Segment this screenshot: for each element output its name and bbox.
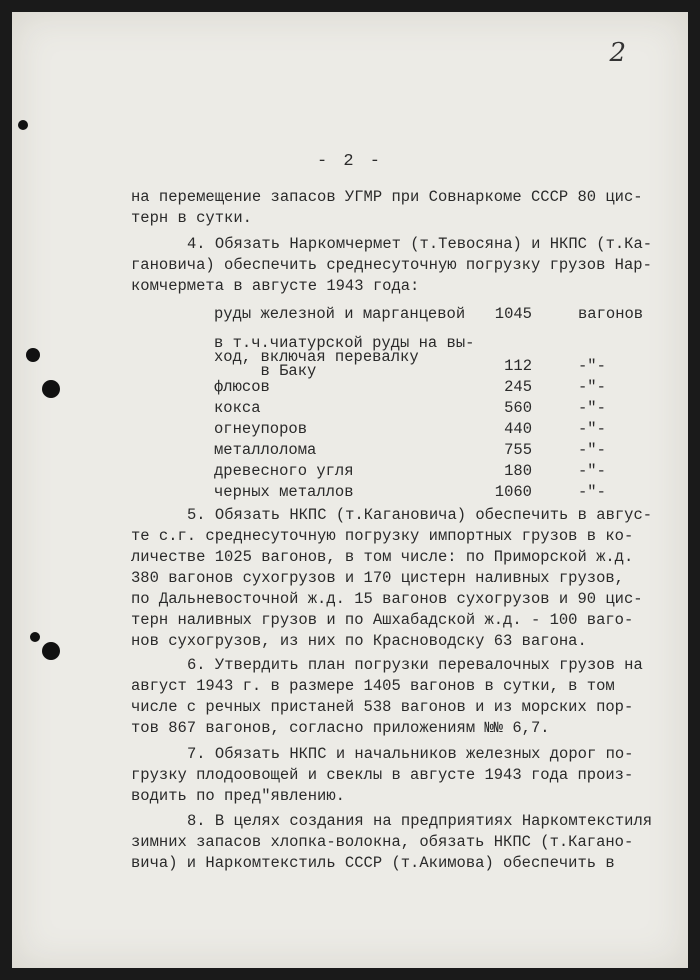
punch-hole-lower-2: [42, 642, 60, 660]
table-row: [202, 305, 642, 326]
document-page: [12, 12, 688, 968]
handwritten-page-number: 2: [609, 38, 626, 68]
text-line: терн наливных грузов и по Ашхабадской ж.д. - 100 ваго-: [131, 611, 634, 629]
paragraph-8: [131, 811, 651, 874]
text-line: грузку плодоовощей и свеклы в августе 1943 года произ-: [131, 766, 634, 784]
paragraph-6: [131, 655, 651, 739]
cargo-name: флюсов: [214, 378, 270, 396]
text-line: 8. В целях создания на предприятиях Наркомтекстиля: [187, 812, 653, 830]
cargo-unit: -"-: [578, 357, 606, 375]
cargo-name: металлолома: [214, 441, 317, 459]
paragraph-5: [131, 505, 651, 652]
table-row: [202, 378, 642, 399]
text-line: комчермета в августе 1943 года:: [131, 277, 420, 295]
text-line: водить по пред"явлению.: [131, 787, 345, 805]
text-line: личестве 1025 вагонов, в том числе: по Приморской ж.д.: [131, 548, 634, 566]
cargo-value: 1060: [494, 483, 532, 501]
table-row: [202, 420, 642, 441]
table-row: [202, 332, 642, 378]
cargo-value: 180: [504, 462, 532, 480]
text-line: 6. Утвердить план погрузки перевалочных грузов на: [187, 656, 643, 674]
text-line: август 1943 г. в размере 1405 вагонов в сутки, в том: [131, 677, 615, 695]
text-line: зимних запасов хлопка-волокна, обязать НКПС (т.Кагано-: [131, 833, 634, 851]
cargo-value: 755: [504, 441, 532, 459]
text-line: терн в сутки.: [131, 209, 252, 227]
cargo-name: кокса: [214, 399, 261, 417]
cargo-unit: -"-: [578, 462, 606, 480]
cargo-name: огнеупоров: [214, 420, 308, 438]
punch-hole-middle-2: [42, 380, 60, 398]
cargo-unit: вагонов: [578, 305, 644, 323]
text-line: вича) и Наркомтекстиль СССР (т.Акимова) обеспечить в: [131, 854, 615, 872]
page-number: - 2 -: [316, 152, 383, 171]
cargo-value: 440: [504, 420, 532, 438]
cargo-value: 245: [504, 378, 532, 396]
cargo-unit: -"-: [578, 483, 606, 501]
text-line: нов сухогрузов, из них по Красноводску 63 вагона.: [131, 632, 587, 650]
text-line: на перемещение запасов УГМР при Совнаркоме СССР 80 цис-: [131, 188, 643, 206]
table-row: [202, 399, 642, 420]
cargo-unit: -"-: [578, 420, 606, 438]
punch-hole-top: [18, 120, 28, 130]
text-line: 380 вагонов сухогрузов и 170 цистерн наливных грузов,: [131, 569, 624, 587]
table-row: [202, 483, 642, 504]
cargo-name: черных металлов: [214, 483, 354, 501]
text-line: 4. Обязать Наркомчермет (т.Тевосяна) и НКПС (т.Ка-: [187, 235, 653, 253]
text-line: те с.г. среднесуточную погрузку импортных грузов в ко-: [131, 527, 634, 545]
paragraph-7: [131, 744, 651, 807]
punch-hole-middle-1: [26, 348, 40, 362]
cargo-name: древесного угля: [214, 462, 354, 480]
cargo-value: 112: [504, 357, 532, 375]
text-line: числе с речных пристаней 538 вагонов и из морских пор-: [131, 698, 634, 716]
paragraph-intro: [131, 187, 651, 229]
paragraph-4: [131, 234, 651, 297]
cargo-value: 1045: [494, 305, 532, 323]
cargo-unit: -"-: [578, 378, 606, 396]
cargo-name: руды железной и марганцевой: [214, 305, 466, 323]
cargo-value: 560: [504, 399, 532, 417]
table-row: [202, 441, 642, 462]
cargo-unit: -"-: [578, 399, 606, 417]
cargo-unit: -"-: [578, 441, 606, 459]
cargo-name: в т.ч.чиатурской руды на вы- ход, включая перевалку в Баку: [214, 334, 475, 380]
text-line: 5. Обязать НКПС (т.Кагановича) обеспечить в авгус-: [187, 506, 653, 524]
table-row: [202, 462, 642, 483]
loadings-table: [202, 305, 642, 504]
text-line: тов 867 вагонов, согласно приложениям №№ 6,7.: [131, 719, 550, 737]
punch-hole-lower-1: [30, 632, 40, 642]
text-line: 7. Обязать НКПС и начальников железных дорог по-: [187, 745, 634, 763]
text-line: гановича) обеспечить среднесуточную погрузку грузов Нар-: [131, 256, 652, 274]
text-line: по Дальневосточной ж.д. 15 вагонов сухогрузов и 90 цис-: [131, 590, 643, 608]
